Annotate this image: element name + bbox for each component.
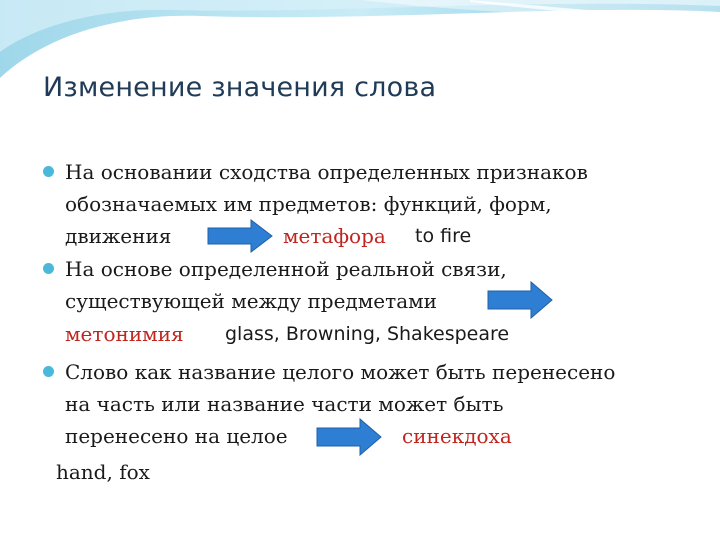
example-synecdoche: hand, fox: [56, 460, 150, 484]
example-metaphor: to fire: [415, 225, 472, 247]
bullet-dot-2: [43, 263, 54, 274]
term-metonymy: метонимия: [65, 322, 184, 346]
bullet-dot-3: [43, 366, 54, 377]
bullet3-line2: на часть или название части может быть: [65, 392, 504, 416]
bullet3-line3: перенесено на целое: [65, 424, 288, 448]
example-metonymy: glass, Browning, Shakespeare: [225, 323, 510, 345]
bullet-dot-1: [43, 166, 54, 177]
arrow-icon: [207, 219, 273, 253]
slide-title: Изменение значения слова: [43, 72, 437, 103]
bullet1-line3: движения: [65, 224, 172, 248]
bullet2-line2: существующей между предметами: [65, 289, 438, 313]
bullet1-line1: На основании сходства определенных признаков: [65, 160, 588, 184]
arrow-icon: [487, 281, 553, 319]
term-synecdoche: синекдоха: [402, 424, 512, 448]
term-metaphor: метафора: [283, 224, 386, 248]
bullet2-line1: На основе определенной реальной связи,: [65, 257, 507, 281]
bullet1-line2: обозначаемых им предметов: функций, форм,: [65, 192, 552, 216]
bullet3-line1: Слово как название целого может быть перенесено: [65, 360, 616, 384]
arrow-icon: [316, 418, 382, 456]
